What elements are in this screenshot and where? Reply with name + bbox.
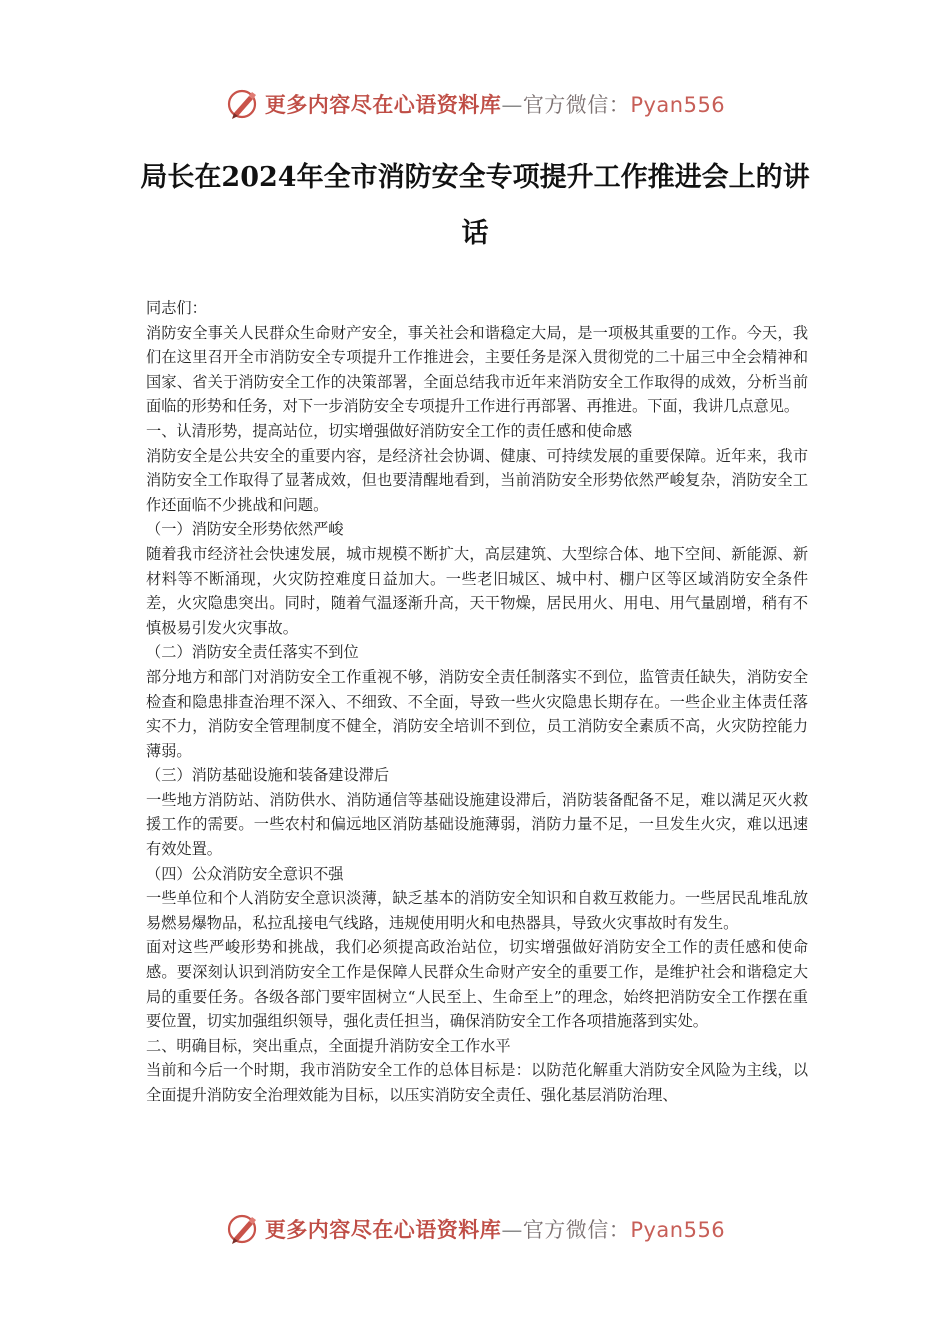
document-body: [146, 296, 808, 1108]
paragraph: 一些地方消防站、消防供水、消防通信等基础设施建设滞后，消防装备配备不足，难以满足灭火救援工作的需要。一些农村和偏远地区消防基础设施薄弱，消防力量不足，一旦发生火灾，难以迅速有效处置。: [146, 790, 808, 859]
subsection-heading: （一）消防安全形势依然严峻: [146, 520, 344, 539]
pen-logo-icon: [225, 1211, 261, 1247]
paragraph: 面对这些严峻形势和挑战，我们必须提高政治站位，切实增强做好消防安全工作的责任感和使命感。要深刻认识到消防安全工作是保障人民群众生命财产安全的重要工作，是维护社会和谐稳定大局的重要任务。各级各部门要牢固树立“人民至上、生命至上”的理念，始终把消防安全工作摆在重要位置，切实加强组织领导，强化责任担当，确保消防安全工作各项措施落到实处。: [146, 938, 808, 1031]
watermark-text: 更多内容尽在心语资料库—官方微信：Pyan556: [264, 93, 726, 117]
watermark-text: 更多内容尽在心语资料库—官方微信：Pyan556: [264, 1218, 726, 1242]
pen-logo-icon: [225, 86, 261, 122]
section-heading: 一、认清形势，提高站位，切实增强做好消防安全工作的责任感和使命感: [146, 421, 632, 440]
header-watermark-banner: [0, 82, 950, 126]
paragraph: 当前和今后一个时期，我市消防安全工作的总体目标是：以防范化解重大消防安全风险为主线，以全面提升消防安全治理效能为目标，以压实消防安全责任、强化基层消防治理、: [146, 1061, 808, 1104]
paragraph: 一些单位和个人消防安全意识淡薄，缺乏基本的消防安全知识和自救互救能力。一些居民乱堆乱放易燃易爆物品，私拉乱接电气线路，违规使用明火和电热器具，导致火灾事故时有发生。: [146, 889, 808, 932]
subsection-heading: （三）消防基础设施和装备建设滞后: [146, 766, 389, 785]
subsection-heading: （二）消防安全责任落实不到位: [146, 643, 359, 662]
document-title: 局长在2024年全市消防安全专项提升工作推进会上的讲话: [140, 162, 810, 249]
paragraph: 部分地方和部门对消防安全工作重视不够，消防安全责任制落实不到位，监管责任缺失，消防安全检查和隐患排查治理不深入、不细致、不全面，导致一些火灾隐患长期存在。一些企业主体责任落实不力，消防安全管理制度不健全，消防安全培训不到位，员工消防安全素质不高，火灾防控能力薄弱。: [146, 667, 808, 760]
paragraph: 消防安全是公共安全的重要内容，是经济社会协调、健康、可持续发展的重要保障。近年来，我市消防安全工作取得了显著成效，但也要清醒地看到，当前消防安全形势依然严峻复杂，消防安全工作还面临不少挑战和问题。: [146, 446, 808, 514]
subsection-heading: （四）公众消防安全意识不强: [146, 864, 344, 883]
section-heading: 二、明确目标，突出重点，全面提升消防安全工作水平: [146, 1036, 511, 1055]
footer-watermark-banner: [0, 1207, 950, 1251]
paragraph: 随着我市经济社会快速发展，城市规模不断扩大，高层建筑、大型综合体、地下空间、新能源、新材料等不断涌现，火灾防控难度日益加大。一些老旧城区、城中村、棚户区等区域消防安全条件差，火灾隐患突出。同时，随着气温逐渐升高，天干物燥，居民用火、用电、用气量剧增，稍有不慎极易引发火灾事故。: [146, 544, 808, 637]
paragraph: 消防安全事关人民群众生命财产安全，事关社会和谐稳定大局，是一项极其重要的工作。今天，我们在这里召开全市消防安全专项提升工作推进会，主要任务是深入贯彻党的二十届三中全会精神和国家、省关于消防安全工作的决策部署，全面总结我市近年来消防安全工作取得的成效，分析当前面临的形势和任务，对下一步消防安全专项提升工作进行再部署、再推进。下面，我讲几点意见。: [146, 323, 808, 416]
salutation: 同志们：: [146, 299, 207, 317]
